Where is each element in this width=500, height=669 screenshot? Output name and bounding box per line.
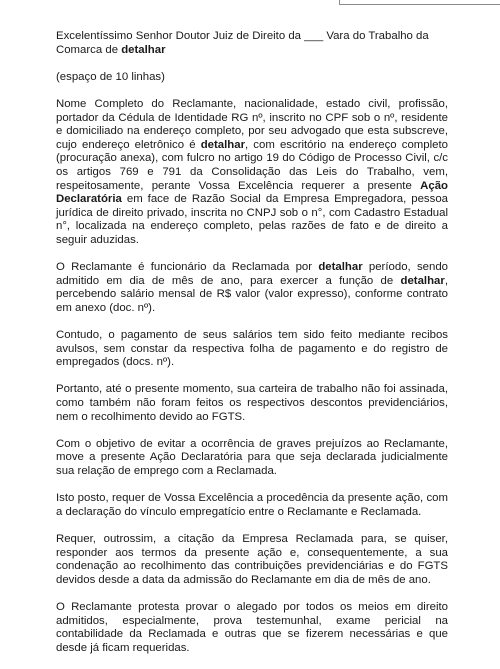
evidence-paragraph: O Reclamante protesta provar o alegado por todos os meios em direito admitidos, especialmente, prova testemunhal, exame pericial na contabilidade da Reclamada e outras que se fizerem necessárias e que desde já ficam requeridas. (56, 600, 448, 654)
no-signature-paragraph: Portanto, até o presente momento, sua carteira de trabalho não foi assinada, como também não foram feitos os respectivos descontos previdenciários, nem o recolhimento devido ao FGTS. (56, 383, 448, 423)
qualification-text-3: em face de Razão Social da Empresa Empregadora, pessoa jurídica de direito privado, inscrita no CNPJ sob o n°, com Cadastro Estadual n°, localizada na endereço completo, pelas razões de fato e de direito a seguir aduzidas. (56, 193, 448, 246)
employment-text-2: período, sendo admitido em dia de mês de ano, para exercer a função de (56, 261, 448, 287)
period-placeholder: detalhar (318, 261, 363, 274)
header-box (339, 0, 500, 5)
addressee-paragraph (56, 30, 448, 57)
qualification-text-1: Nome Completo do Reclamante, nacionalidade, estado civil, profissão, portador da Cédula de Identidade RG nº, inscrito no CPF sob o nº, residente e domiciliado na endereço completo, por seu advogado que esta subscreve, cujo endereço eletrônico é (56, 97, 448, 151)
objective-paragraph: Com o objetivo de evitar a ocorrência de graves prejuízos ao Reclamante, move a presente Ação Declaratória para que seja declarada judicialmente sua relação de emprego com a Reclamada. (56, 437, 448, 477)
employment-paragraph (56, 261, 448, 315)
request-paragraph: Isto posto, requer de Vossa Excelência a procedência da presente ação, com a declaração do vínculo empregatício entre o Reclamante e Reclamada. (56, 492, 448, 518)
citation-paragraph: Requer, outrossim, a citação da Empresa Reclamada para, se quiser, responder aos termos da presente ação e, consequentemente, a sua condenação ao recolhimento das contribuições previdenciárias e do FGTS devidos desde a data da admissão do Reclamante em dia de mês de ano. (56, 532, 448, 586)
qualification-text-2: , com escritório na endereço completo (procuração anexa), com fulcro no artigo 19 do Código de Processo Civil, c/c os artigos 769 e 791 da Consolidação das Leis do Trabalho, vem, respeitosamente, perante Vossa Excelência requerer a presente (56, 138, 448, 192)
action-name: Ação Declaratória (56, 179, 448, 206)
document-body (56, 30, 448, 669)
employment-text-3: , percebendo salário mensal de R$ valor (valor expresso), conforme contrato em anexo (doc. nº). (56, 274, 448, 314)
email-placeholder: detalhar (200, 138, 245, 151)
role-placeholder: detalhar (400, 274, 445, 287)
spacer-note: (espaço de 10 linhas) (56, 70, 165, 83)
employment-text-1: O Reclamante é funcionário da Reclamada por (56, 261, 319, 274)
addressee-placeholder: detalhar (121, 43, 166, 56)
qualification-paragraph (56, 98, 448, 248)
payments-paragraph: Contudo, o pagamento de seus salários tem sido feito mediante recibos avulsos, sem constar da respectiva folha de pagamento e do registro de empregados (docs. nº). (56, 329, 448, 369)
addressee-text: Excelentíssimo Senhor Doutor Juiz de Direito da ___ Vara do Trabalho da Comarca de (56, 30, 429, 56)
